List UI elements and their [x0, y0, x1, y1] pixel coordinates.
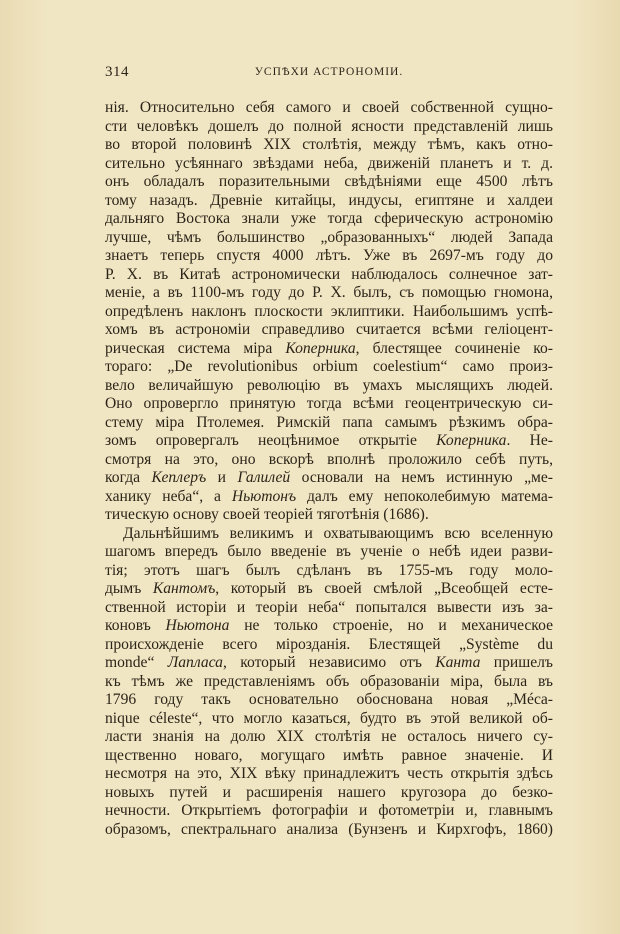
text-line — [105, 321, 553, 340]
text-run: опредѣленъ наклонъ плоскости эклиптики. Наибольшимъ успѣ- — [105, 302, 553, 320]
text-run: нія. Относительно себя самого и своей собственной сущно- — [105, 99, 553, 116]
text-run: смотря на это, оно вскорѣ вполнѣ проложило себѣ путь, — [105, 450, 553, 468]
text-line — [105, 784, 553, 803]
text-run: стему міра Птолемея. Римскій папа самымъ рѣзкимъ обра- — [105, 413, 553, 431]
text-run: происхожденіе всего мірозданія. Блестящей „Système du — [105, 635, 553, 653]
text-line — [105, 525, 553, 544]
text-run: далъ ему непоколебимую матема- — [296, 487, 553, 505]
text-run: меніе, а въ 1100-мъ году до Р. Х. былъ, съ помощью гномона, — [105, 284, 553, 301]
text-run: щественно новаго, могущаго имѣть равное значеніе. И — [105, 746, 553, 764]
text-line — [105, 728, 553, 747]
text-line — [105, 543, 553, 562]
text-run: nique céleste“, что могло казаться, будто въ этой великой об- — [105, 709, 553, 727]
text-run: шагомъ впередъ было введеніе въ ученіе о небѣ идеи разви- — [105, 543, 553, 560]
text-line — [105, 562, 553, 581]
text-line — [105, 691, 553, 710]
text-line — [105, 636, 553, 655]
text-line — [105, 414, 553, 433]
italic-name: Кантомъ — [152, 580, 216, 597]
text-run: знаетъ теперь спустя 4000 лѣтъ. Уже въ 2697-мъ году до — [105, 247, 553, 264]
text-line — [105, 358, 553, 377]
text-line — [105, 192, 553, 211]
text-run: , который въ своей смѣлой „Всеобщей есте- — [215, 580, 553, 597]
text-run: ственной исторіи и теоріи неба“ попытался вывести изъ за- — [105, 598, 553, 616]
text-run: , который независимо отъ — [222, 654, 436, 671]
italic-name: Коперника — [285, 339, 356, 357]
text-line — [105, 451, 553, 470]
text-line — [105, 340, 553, 359]
text-run: тія; этотъ шагъ былъ сдѣланъ въ 1755-мъ году моло- — [105, 561, 553, 579]
text-run: тораго: „De revolutionibus orbium coelestium“ само произ- — [105, 358, 553, 375]
text-line — [105, 673, 553, 692]
text-line — [105, 247, 553, 266]
text-line — [105, 136, 553, 155]
text-run: образомъ, спектральнаго анализа (Бунзенъ и Кирхгофъ, 1860) — [105, 820, 553, 838]
text-run: во второй половинѣ XIX столѣтія, между тѣмъ, какъ отно- — [105, 136, 553, 153]
text-run: ханику неба“, а — [105, 487, 232, 505]
text-run: тому назадъ. Древніе китайцы, индусы, египтяне и халдеи — [105, 191, 553, 209]
body-text — [105, 99, 553, 839]
text-run: пришелъ — [480, 654, 553, 671]
italic-name: Коперника — [436, 432, 507, 449]
text-run: 1796 году такъ основательно обоснована новая „Méca- — [105, 691, 553, 708]
text-run: вело величайшую революцію въ умахъ мыслящихъ людей. — [105, 376, 553, 394]
text-run: новыхъ путей и расширенія нашего кругозора до безко- — [105, 783, 553, 801]
text-run: онъ обладалъ поразительными свѣдѣніями еще 4500 лѣтъ — [105, 173, 553, 190]
text-run: несмотря на это, XIX вѣку принадлежитъ честь открытія здѣсь — [105, 765, 553, 782]
text-line — [105, 506, 553, 525]
text-run: Дальнѣйшимъ великимъ и охватывающимъ всю вселенную — [123, 524, 553, 542]
text-line — [105, 821, 553, 840]
text-run: , блестящее сочиненіе ко- — [355, 339, 553, 357]
text-line — [105, 617, 553, 636]
text-line — [105, 377, 553, 396]
text-line — [105, 432, 553, 451]
page-header — [105, 64, 553, 84]
text-line — [105, 765, 553, 784]
text-line — [105, 284, 553, 303]
page-number: 314 — [105, 64, 129, 80]
text-run: Р. Х. въ Китаѣ астрономически наблюдалось солнечное зат- — [105, 265, 553, 283]
italic-name: Галилей — [237, 469, 291, 486]
text-line — [105, 747, 553, 766]
text-run: не только строеніе, но и механическое — [229, 617, 553, 634]
text-line — [105, 488, 553, 507]
italic-name: Лапласа — [167, 654, 223, 671]
text-run: коновъ — [105, 617, 166, 634]
text-line — [105, 266, 553, 285]
text-line — [105, 654, 553, 673]
text-run: сти человѣкъ дошелъ до полной ясности представленій лишь — [105, 117, 553, 135]
text-run: дымъ — [105, 580, 153, 597]
text-line — [105, 99, 553, 118]
text-run: лучше, чѣмъ большинство „образованныхъ“ людей Запада — [105, 228, 553, 246]
text-run: тическую основу своей теоріей тяготѣнія (1686). — [105, 506, 429, 523]
text-line — [105, 303, 553, 322]
italic-name: Ньютонъ — [231, 487, 297, 505]
text-run: хомъ въ астрономіи справедливо считается всѣми геліоцент- — [105, 321, 553, 338]
italic-name: Канта — [435, 654, 481, 671]
text-run: ласти знанія на долю XIX столѣтія не осталось ничего су- — [105, 728, 553, 745]
text-run: дальняго Востока знали уже тогда сферическую астрономію — [105, 210, 553, 227]
text-line — [105, 580, 553, 599]
italic-name: Ньютона — [165, 617, 230, 634]
text-line — [105, 229, 553, 248]
text-run: monde“ — [105, 654, 168, 671]
text-line — [105, 710, 553, 729]
text-line — [105, 395, 553, 414]
text-run: основали на немъ истинную „ме- — [290, 469, 553, 486]
running-head: УСПѢХИ АСТРОНОМІИ. — [254, 66, 404, 78]
text-line — [105, 469, 553, 488]
text-line — [105, 802, 553, 821]
text-run: зомъ опровергалъ неоцѣнимое открытіе — [105, 432, 437, 449]
text-run: сительно усѣяннаго звѣздами неба, движеній планетъ и т. д. — [105, 154, 553, 172]
text-run: и — [206, 469, 238, 486]
italic-name: Кеплеръ — [151, 469, 207, 486]
text-run: къ тѣмъ же представленіямъ объ образованіи міра, была въ — [105, 672, 553, 690]
text-line — [105, 599, 553, 618]
text-line — [105, 118, 553, 137]
text-line — [105, 173, 553, 192]
text-line — [105, 210, 553, 229]
text-run: . Не- — [506, 432, 553, 449]
text-run: когда — [105, 469, 152, 486]
text-run: нечности. Открытіемъ фотографіи и фотометріи и, главнымъ — [105, 802, 553, 819]
text-run: рическая система міра — [105, 339, 286, 357]
text-run: Оно опровергло принятую тогда всѣми геоцентрическую си- — [105, 395, 553, 412]
text-line — [105, 155, 553, 174]
